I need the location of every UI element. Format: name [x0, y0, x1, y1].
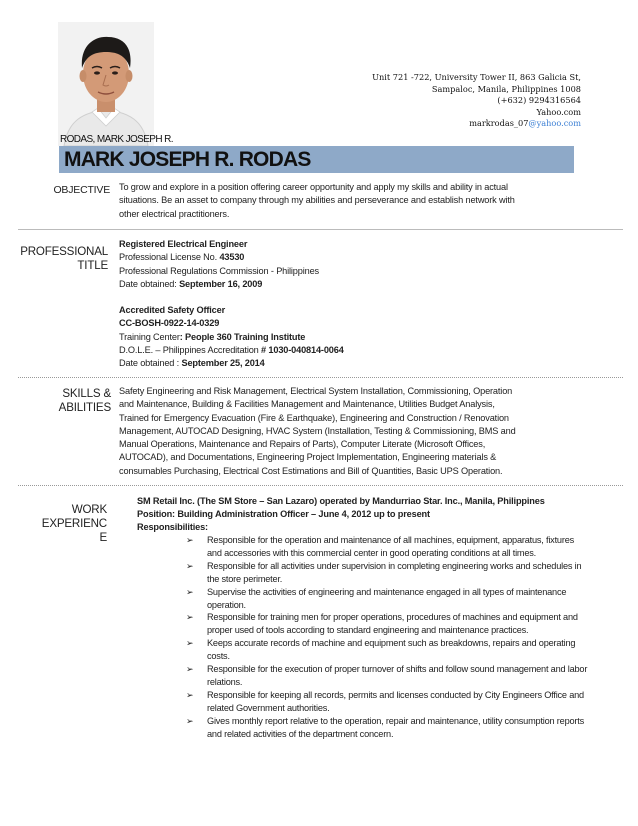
- arrow-bullet-icon: ➢: [186, 586, 194, 597]
- arrow-bullet-icon: ➢: [186, 715, 194, 726]
- photo-caption: RODAS, MARK JOSEPH R.: [60, 134, 173, 145]
- license-label: Professional License No.: [119, 252, 220, 263]
- label-line: SKILLS &: [62, 387, 111, 400]
- center-label: Training Center: [119, 331, 180, 342]
- email-user: markrodas_07: [469, 118, 529, 128]
- responsibilities-list: [186, 534, 618, 741]
- center-value: : People 360 Training Institute: [179, 331, 306, 342]
- aso-center: [119, 331, 624, 344]
- aso-date: [119, 357, 624, 370]
- candidate-name: MARK JOSEPH R. RODAS: [64, 148, 311, 171]
- aso-code: CC-BOSH-0922-14-0329: [119, 318, 220, 329]
- date-label: Date obtained :: [119, 358, 182, 369]
- list-item: ➢ Responsible for the execution of proper turnover of shifts and follow sound management and labor relations.: [186, 664, 588, 687]
- section-divider: [18, 377, 623, 378]
- dole-label: D.O.L.E. – Philippines Accreditation: [119, 345, 262, 356]
- list-item: ➢ Supervise the activities of engineering and maintenance engaged in all types of maintenance operation.: [186, 586, 567, 610]
- dole-number: # 1030-040814-0064: [261, 345, 344, 356]
- portrait-image: [58, 22, 173, 146]
- label-line: TITLE: [77, 259, 108, 272]
- profile-photo: [58, 22, 173, 146]
- skills-text: [119, 385, 624, 478]
- skills-label: [10, 387, 111, 415]
- label-line: PROFESSIONAL: [20, 245, 108, 258]
- license-number: 43530: [219, 252, 245, 263]
- list-item: ➢ Responsible for training men for proper operations, procedures of machines and equipment and proper used of tools according to standard engineering and maintenance practices.: [186, 612, 578, 636]
- work-header: [137, 495, 627, 533]
- label-line: EXPERIENC: [41, 517, 107, 530]
- skills-line: Manual Operations, Maintenance and Repairs of Parts), Computer Literate (Microsoft Offices,: [119, 439, 486, 450]
- objective-label: OBJECTIVE: [53, 184, 110, 196]
- professional-title-label: [6, 245, 108, 273]
- name-banner: [59, 146, 574, 173]
- aso-dole: [119, 344, 624, 357]
- label-line: WORK: [71, 503, 107, 516]
- ree-title: Registered Electrical Engineer: [119, 239, 248, 249]
- objective-line: To grow and explore in a position offering career opportunity and apply my skills and ability in actual: [119, 182, 508, 192]
- address-line-2: Sampaloc, Manila, Philippines 1008: [431, 83, 581, 94]
- arrow-bullet-icon: ➢: [186, 560, 194, 571]
- label-line: ABILITIES: [58, 401, 111, 414]
- section-divider: [18, 485, 623, 486]
- contact-block: [372, 72, 581, 130]
- list-item: ➢ Keeps accurate records of machine and equipment such as breakdowns, repairs and operating costs.: [186, 638, 576, 662]
- section-divider: [18, 229, 623, 230]
- professional-title-body: [119, 238, 624, 371]
- ree-date: [119, 278, 624, 291]
- list-item: ➢ Responsible for keeping all records, permits and licenses conducted by City Engineers Office and related Government authorities.: [186, 689, 584, 713]
- objective-line: situations. Be an asset to company through my abilities and perseverance and establish network with: [119, 195, 515, 206]
- arrow-bullet-icon: ➢: [186, 689, 194, 700]
- date-value: September 16, 2009: [179, 278, 263, 289]
- skills-line: AUTOCAD), and Documentations, Engineering Project Implementation, Engineering materials &: [119, 452, 497, 463]
- email-address[interactable]: [372, 118, 581, 130]
- email-domain: @yahoo.com: [528, 118, 581, 128]
- ree-license: [119, 251, 624, 264]
- skills-line: Trained for Emergency Evacuation (Fire & Earthquake), Engineering and Construction / Renovation: [119, 412, 509, 423]
- date-value: September 25, 2014: [181, 358, 265, 369]
- skills-line: and Maintenance, Building & Facilities Management and Maintenance, Utilities Budget Analysis,: [119, 399, 495, 410]
- ree-commission: Professional Regulations Commission - Philippines: [119, 265, 319, 276]
- label-line: E: [99, 531, 107, 544]
- aso-title: Accredited Safety Officer: [119, 305, 226, 316]
- arrow-bullet-icon: ➢: [186, 535, 194, 545]
- responsibilities-heading: Responsibilities:: [137, 521, 208, 532]
- work-experience-label: [10, 503, 107, 545]
- objective-text: [119, 181, 624, 221]
- objective-line: other electrical practitioners.: [119, 208, 230, 219]
- skills-line: consumables Purchasing, Electrical Cost Estimations and Bill of Quantities, Basic UPS Operation.: [119, 465, 503, 476]
- list-item: ➢ Gives monthly report relative to the operation, repair and maintenance, utility consumption reports and related activities of the department concern.: [186, 715, 584, 739]
- list-item: ➢ Responsible for all activities under supervision in completing engineering works and schedules in the store perimeter.: [186, 560, 582, 584]
- arrow-bullet-icon: ➢: [186, 612, 194, 623]
- date-label: Date obtained:: [119, 278, 180, 289]
- email-provider: Yahoo.com: [536, 106, 581, 117]
- company-name: SM Retail Inc. (The SM Store – San Lazaro) operated by Mandurriao Star. Inc., Manila, Philippines: [137, 496, 545, 506]
- list-item: ➢ Responsible for the operation and maintenance of all machines, equipment, apparatus, fixtures and accessories with this commercial center in good operating conditions at all times.: [186, 535, 574, 558]
- position-title: Position: Building Administration Officer – June 4, 2012 up to present: [137, 508, 430, 519]
- skills-line: Safety Engineering and Risk Management, Electrical System Installation, Commissioning, Operation: [119, 386, 513, 396]
- skills-line: Management, AUTOCAD Designing, HVAC System (Installation, Testing & Commissioning, BMS and: [119, 425, 516, 436]
- phone-number: (+632) 9294316564: [497, 95, 581, 105]
- address-line-1: Unit 721 -722, University Tower II, 863 Galicia St,: [372, 72, 581, 82]
- arrow-bullet-icon: ➢: [186, 638, 194, 649]
- arrow-bullet-icon: ➢: [186, 664, 194, 675]
